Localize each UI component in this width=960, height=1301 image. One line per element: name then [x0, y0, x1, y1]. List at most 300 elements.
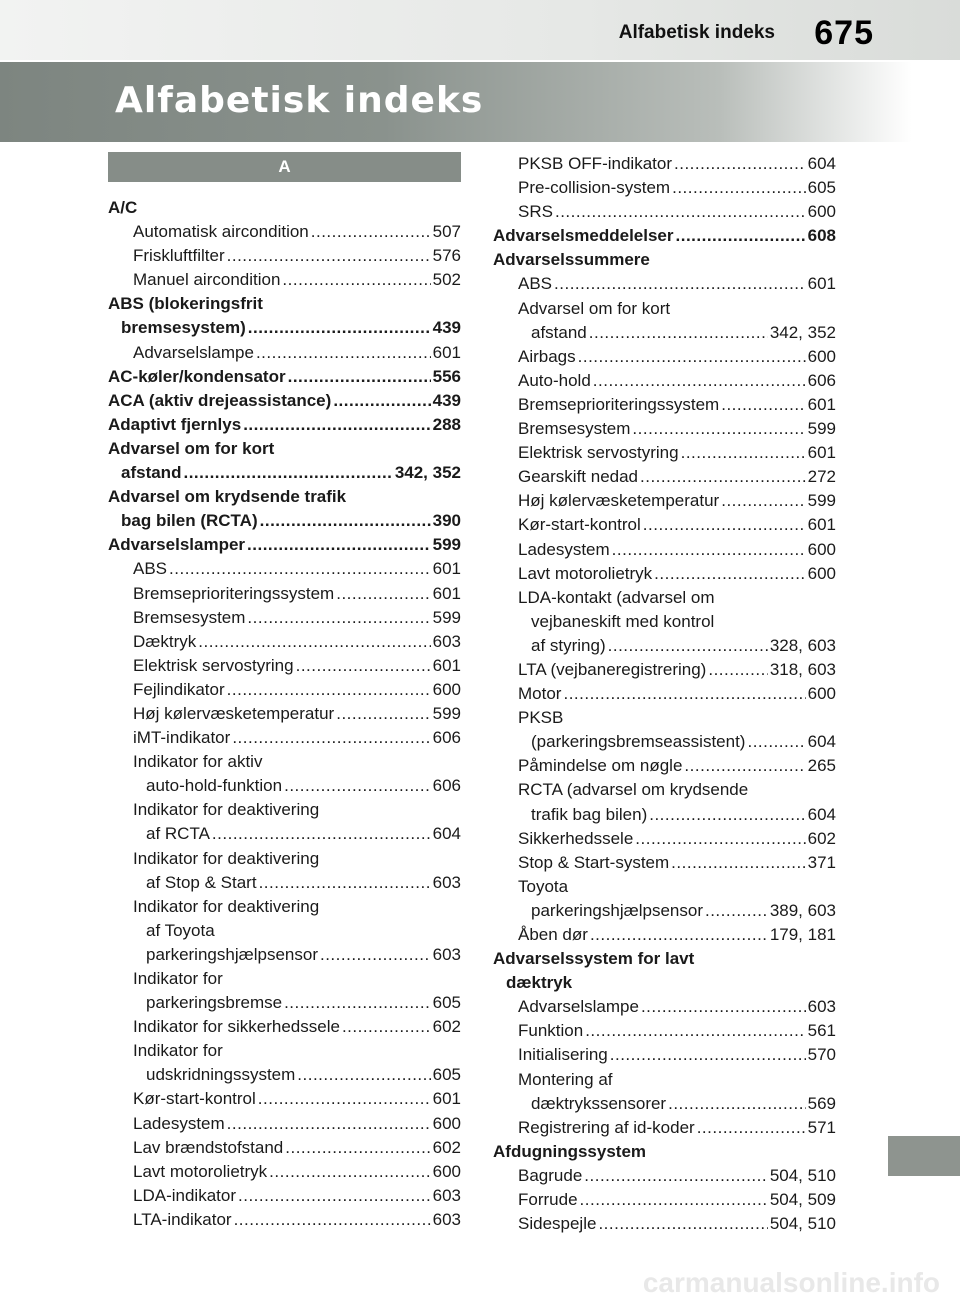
dot-leader	[676, 224, 806, 248]
dot-leader	[232, 726, 430, 750]
index-entry	[108, 702, 461, 726]
section-letter-header: A	[108, 152, 461, 182]
index-entry	[493, 610, 836, 634]
index-entry-term: Indikator for deaktivering	[133, 896, 320, 916]
index-entry-term: Kør-start-kontrol	[518, 515, 641, 535]
index-entry	[493, 538, 836, 562]
index-entry	[108, 316, 461, 340]
index-entry-page: 342, 352	[394, 463, 461, 483]
index-entry-term: Manuel aircondition	[133, 270, 281, 290]
index-entry-term: Ladesystem	[518, 539, 610, 559]
index-entry-page: 288	[432, 414, 461, 434]
dot-leader	[311, 220, 431, 244]
index-entry-page: 602	[432, 1137, 461, 1157]
index-entry-page: 605	[807, 178, 836, 198]
index-entry	[108, 509, 461, 533]
index-entry-term: afstand	[121, 463, 182, 483]
index-entry-page: 606	[432, 728, 461, 748]
index-entry-page: 272	[807, 467, 836, 487]
index-entry-term: ABS (blokeringsfrit	[108, 294, 263, 314]
index-entry-page: 601	[432, 1089, 461, 1109]
index-list-left	[108, 196, 461, 1232]
index-entry-page: 318, 603	[769, 659, 836, 679]
index-entry	[493, 1188, 836, 1212]
index-entry-term: Lav brændstofstand	[133, 1137, 284, 1157]
dot-leader	[258, 1087, 431, 1111]
index-entry-page: 601	[432, 583, 461, 603]
index-entry-term: af Toyota	[146, 920, 215, 940]
index-entry-term: af RCTA	[146, 824, 210, 844]
index-entry	[493, 272, 836, 296]
index-entry-term: Bremsesystem	[133, 607, 246, 627]
index-entry-term: Indikator for	[133, 1041, 223, 1061]
index-entry	[108, 220, 461, 244]
index-entry-term: RCTA (advarsel om krydsende	[518, 780, 749, 800]
index-entry-term: Indikator for	[133, 969, 223, 988]
index-entry-term: Elektrisk servostyring	[133, 655, 294, 675]
index-entry-page: 507	[432, 222, 461, 242]
dot-leader	[234, 1208, 431, 1232]
index-entry	[108, 1112, 461, 1136]
index-entry-term: LTA-indikator	[133, 1209, 232, 1229]
index-entry-page: 601	[807, 443, 836, 463]
index-entry-term: udskridningssystem	[146, 1065, 296, 1085]
index-entry-page: 608	[807, 226, 836, 246]
index-entry-page: 599	[432, 535, 461, 555]
index-entry-term: A/C	[108, 198, 138, 217]
index-entry	[108, 244, 461, 268]
index-entry-term: Åben dør	[518, 925, 588, 944]
index-entry-term: PKSB	[518, 708, 564, 728]
dot-leader	[610, 1043, 806, 1067]
index-entry	[493, 1212, 836, 1236]
index-entry-term: Gearskift nedad	[518, 467, 639, 487]
dot-leader	[747, 730, 805, 754]
dot-leader	[563, 682, 805, 706]
index-entry	[108, 268, 461, 292]
dot-leader	[554, 272, 806, 296]
index-entry	[108, 1063, 461, 1087]
index-column-right	[493, 152, 836, 1236]
index-entry-term: AC-køler/kondensator	[108, 366, 286, 386]
index-entry	[493, 586, 836, 610]
dot-leader	[227, 678, 431, 702]
index-entry-term: Advarselslampe	[133, 342, 254, 362]
dot-leader	[672, 176, 806, 200]
dot-leader	[333, 389, 430, 413]
dot-leader	[336, 702, 430, 726]
dot-leader	[336, 582, 430, 606]
running-header-title: Alfabetisk indeks	[618, 22, 775, 43]
index-entry-term: parkeringshjælpsensor	[531, 900, 703, 920]
dot-leader	[708, 658, 767, 682]
index-entry-term: dæktrykssensorer	[531, 1093, 667, 1113]
dot-leader	[590, 923, 768, 947]
index-entry-term: ABS	[518, 274, 553, 294]
index-entry-page: 600	[807, 684, 836, 704]
index-entry-term: Høj kølervæsketemperatur	[133, 703, 335, 723]
index-entry	[493, 754, 836, 778]
index-entry-page: 599	[807, 419, 836, 439]
watermark: carmanualsonline.info	[642, 1267, 940, 1298]
index-entry	[493, 176, 836, 200]
index-entry	[108, 413, 461, 437]
index-list-right	[493, 152, 836, 1236]
index-entry	[493, 345, 836, 369]
dot-leader	[320, 943, 431, 967]
index-entry-page: 603	[432, 944, 461, 964]
index-entry-page: 603	[807, 997, 836, 1017]
index-entry	[493, 441, 836, 465]
index-entry-term: Bagrude	[518, 1165, 583, 1185]
index-entry	[108, 1039, 461, 1063]
index-entry-term: Auto-hold	[518, 370, 591, 390]
index-entry-term: Advarselssystem for lavt	[493, 949, 695, 969]
index-entry	[493, 1019, 836, 1043]
index-entry-term: dæktryk	[506, 973, 573, 993]
index-entry	[108, 871, 461, 895]
index-entry	[493, 947, 836, 971]
index-entry	[108, 654, 461, 678]
index-banner	[0, 62, 960, 142]
dot-leader	[640, 465, 806, 489]
index-entry-term: Automatisk aircondition	[133, 222, 309, 242]
index-entry-page: 604	[432, 824, 461, 844]
dot-leader	[259, 871, 431, 895]
index-entry	[108, 1015, 461, 1039]
index-entry-term: Registrering af id-koder	[518, 1117, 695, 1137]
index-entry-term: af Stop & Start	[146, 872, 257, 892]
index-entry-term: vejbaneskift med kontrol	[531, 611, 715, 631]
index-entry-term: iMT-indikator	[133, 728, 231, 748]
index-entry-page: 601	[807, 394, 836, 414]
index-entry-term: Kør-start-kontrol	[133, 1089, 256, 1109]
index-entry	[493, 321, 836, 345]
index-entry-term: Indikator for deaktivering	[133, 848, 320, 868]
dot-leader	[284, 774, 431, 798]
index-entry	[108, 750, 461, 774]
index-entry-term: parkeringshjælpsensor	[146, 944, 318, 964]
index-entry	[493, 562, 836, 586]
index-entry	[108, 196, 461, 220]
index-entry-term: Sidespejle	[518, 1214, 597, 1234]
index-entry-term: Friskluftfilter	[133, 246, 225, 266]
index-entry	[108, 895, 461, 919]
index-entry-page: 439	[432, 318, 461, 338]
index-entry-page: 389, 603	[769, 900, 836, 920]
index-entry-term: Advarsel om for kort	[518, 298, 671, 318]
index-entry-page: 342, 352	[769, 322, 836, 342]
index-entry-term: ABS	[133, 559, 168, 579]
index-entry	[108, 991, 461, 1015]
index-entry-term: Forrude	[518, 1190, 578, 1210]
dot-leader	[285, 1136, 430, 1160]
index-entry-page: 179, 181	[769, 925, 836, 944]
index-entry-term: Indikator for aktiv	[133, 752, 263, 772]
index-entry	[493, 803, 836, 827]
index-entry-term: Dæktryk	[133, 631, 197, 651]
index-entry-page: 605	[432, 993, 461, 1013]
index-entry-term: Advarselssummere	[493, 250, 650, 270]
index-entry-page: 600	[807, 346, 836, 366]
index-entry-term: Sikkerhedssele	[518, 828, 634, 848]
index-entry	[108, 798, 461, 822]
index-entry	[493, 465, 836, 489]
index-entry-page: 601	[432, 342, 461, 362]
index-entry-page: 600	[807, 563, 836, 583]
index-entry-term: Pre-collision-system	[518, 178, 671, 198]
index-entry	[493, 1140, 836, 1164]
dot-leader	[635, 827, 805, 851]
index-entry-page: 604	[807, 154, 836, 173]
dot-leader	[183, 461, 392, 485]
index-entry-page: 599	[432, 703, 461, 723]
index-entry-page: 504, 510	[769, 1214, 836, 1234]
dot-leader	[589, 321, 768, 345]
dot-leader	[632, 417, 805, 441]
index-entry-term: bag bilen (RCTA)	[121, 511, 258, 531]
index-entry-term: Adaptivt fjernlys	[108, 414, 242, 434]
index-entry-page: 604	[807, 732, 836, 752]
index-entry	[493, 682, 836, 706]
index-entry-page: 603	[432, 1209, 461, 1229]
dot-leader	[671, 851, 805, 875]
index-entry	[108, 678, 461, 702]
index-entry-page: 576	[432, 246, 461, 266]
index-entry-term: Stop & Start-system	[518, 852, 670, 872]
index-entry-term: ACA (aktiv drejeassistance)	[108, 390, 332, 410]
dot-leader	[721, 489, 805, 513]
dot-leader	[342, 1015, 431, 1039]
index-entry	[493, 369, 836, 393]
index-entry	[493, 827, 836, 851]
index-entry-term: Indikator for sikkerhedssele	[133, 1017, 340, 1037]
index-entry-page: 603	[432, 872, 461, 892]
dot-leader	[296, 654, 431, 678]
index-entry-page: 502	[432, 270, 461, 290]
index-entry-page: 265	[807, 756, 836, 776]
index-entry-term: Bremseprioriteringssystem	[518, 394, 720, 414]
index-entry-page: 601	[807, 515, 836, 535]
dot-leader	[256, 341, 431, 365]
index-entry-page: 600	[432, 1113, 461, 1133]
index-entry	[493, 778, 836, 802]
dot-leader	[705, 899, 768, 923]
dot-leader	[612, 538, 806, 562]
index-entry	[493, 851, 836, 875]
index-entry-term: trafik bag bilen)	[531, 804, 648, 824]
dot-leader	[212, 822, 431, 846]
index-entry-term: Høj kølervæsketemperatur	[518, 491, 720, 511]
index-entry	[493, 875, 836, 899]
index-entry-page: 569	[807, 1093, 836, 1113]
index-entry-term: Advarsel om krydsende trafik	[108, 487, 347, 507]
dot-leader	[247, 533, 431, 557]
index-entry-term: Toyota	[518, 876, 569, 896]
index-entry	[493, 200, 836, 224]
index-entry-term: Bremseprioriteringssystem	[133, 583, 335, 603]
dot-leader	[593, 369, 806, 393]
index-entry-page: 504, 510	[769, 1165, 836, 1185]
dot-leader	[555, 200, 806, 224]
index-entry-page: 599	[807, 491, 836, 511]
index-entry	[493, 1116, 836, 1140]
index-entry	[493, 899, 836, 923]
dot-leader	[721, 393, 805, 417]
index-entry-term: (parkeringsbremseassistent)	[531, 732, 746, 752]
dot-leader	[260, 509, 431, 533]
dot-leader	[297, 1063, 430, 1087]
index-entry	[493, 248, 836, 272]
index-entry-page: 556	[432, 366, 461, 386]
index-entry-term: Lavt motorolietryk	[518, 563, 653, 583]
index-entry	[108, 557, 461, 581]
dot-leader	[247, 606, 430, 630]
index-entry-term: PKSB OFF-indikator	[518, 154, 672, 173]
index-entry-term: Advarselslampe	[518, 997, 639, 1017]
index-entry	[108, 822, 461, 846]
index-entry-term: Advarselslamper	[108, 535, 246, 555]
index-entry	[493, 634, 836, 658]
index-entry-term: Advarselsmeddelelser	[493, 226, 674, 246]
index-entry-page: 561	[807, 1021, 836, 1041]
page-number: 675	[814, 14, 874, 52]
index-entry	[493, 995, 836, 1019]
index-entry-page: 571	[807, 1117, 836, 1137]
index-entry-page: 601	[432, 655, 461, 675]
dot-leader	[198, 630, 430, 654]
index-entry	[493, 393, 836, 417]
index-entry-term: bremsesystem)	[121, 318, 246, 338]
index-entry	[493, 1068, 836, 1092]
index-entry-page: 606	[432, 776, 461, 796]
index-entry-page: 601	[807, 274, 836, 294]
index-entry-term: Bremsesystem	[518, 419, 631, 439]
index-entry	[493, 1092, 836, 1116]
index-entry	[108, 365, 461, 389]
index-entry	[108, 967, 461, 991]
index-entry	[108, 606, 461, 630]
index-entry-page: 570	[807, 1045, 836, 1065]
index-entry-page: 603	[432, 631, 461, 651]
index-entry-page: 390	[432, 511, 461, 531]
index-entry-term: LDA-indikator	[133, 1185, 236, 1205]
index-entry-page: 603	[432, 1185, 461, 1205]
dot-leader	[674, 152, 806, 176]
index-entry	[493, 152, 836, 176]
dot-leader	[284, 991, 431, 1015]
index-entry-page: 601	[432, 559, 461, 579]
index-entry-term: Advarsel om for kort	[108, 438, 275, 458]
index-entry	[493, 489, 836, 513]
index-entry-page: 371	[807, 852, 836, 872]
index-entry-page: 600	[432, 679, 461, 699]
index-entry	[108, 341, 461, 365]
index-entry-page: 602	[807, 828, 836, 848]
index-entry	[108, 533, 461, 557]
chapter-tab	[888, 1136, 960, 1176]
index-entry-term: af styring)	[531, 635, 606, 655]
index-entry-page: 600	[432, 1161, 461, 1181]
index-entry-term: afstand	[531, 322, 587, 342]
index-entry	[493, 730, 836, 754]
index-entry	[108, 726, 461, 750]
dot-leader	[584, 1164, 768, 1188]
dot-leader	[227, 1112, 431, 1136]
index-entry	[493, 513, 836, 537]
index-entry	[493, 706, 836, 730]
dot-leader	[169, 557, 431, 581]
dot-leader	[288, 365, 431, 389]
index-entry	[108, 1136, 461, 1160]
index-column-left	[108, 152, 461, 1232]
index-entry	[493, 1164, 836, 1188]
dot-leader	[654, 562, 805, 586]
index-entry-term: SRS	[518, 202, 553, 222]
index-entry	[108, 461, 461, 485]
index-entry-page: 604	[807, 804, 836, 824]
dot-leader	[668, 1092, 806, 1116]
dot-leader	[697, 1116, 806, 1140]
index-entry-term: Funktion	[518, 1021, 584, 1041]
index-entry-term: Lavt motorolietryk	[133, 1161, 268, 1181]
banner-title: Alfabetisk indeks	[115, 80, 484, 121]
dot-leader	[580, 1188, 768, 1212]
index-entry	[108, 437, 461, 461]
index-entry	[493, 1043, 836, 1067]
dot-leader	[684, 754, 805, 778]
index-entry	[108, 919, 461, 943]
dot-leader	[608, 634, 768, 658]
index-entry	[108, 774, 461, 798]
index-entry-term: Påmindelse om nøgle	[518, 756, 683, 776]
index-entry	[108, 292, 461, 316]
index-entry	[493, 971, 836, 995]
index-entry	[108, 943, 461, 967]
dot-leader	[243, 413, 430, 437]
dot-leader	[282, 268, 430, 292]
index-entry-page: 328, 603	[769, 635, 836, 655]
index-entry-term: LTA (vejbaneregistrering)	[518, 659, 707, 679]
index-entry-term: Motor	[518, 684, 562, 704]
index-entry-term: Indikator for deaktivering	[133, 800, 320, 820]
index-entry	[493, 658, 836, 682]
index-entry	[108, 485, 461, 509]
index-entry-page: 439	[432, 390, 461, 410]
index-entry-term: LDA-kontakt (advarsel om	[518, 587, 715, 607]
index-entry-term: Elektrisk servostyring	[518, 443, 679, 463]
index-entry-page: 599	[432, 607, 461, 627]
index-entry	[108, 1160, 461, 1184]
dot-leader	[681, 441, 806, 465]
index-entry	[108, 389, 461, 413]
index-entry-term: Initialisering	[518, 1045, 608, 1065]
index-entry-term: auto-hold-funktion	[146, 776, 283, 796]
index-entry-page: 605	[432, 1065, 461, 1085]
index-entry	[493, 224, 836, 248]
dot-leader	[238, 1184, 431, 1208]
index-entry	[493, 417, 836, 441]
index-entry-term: parkeringsbremse	[146, 993, 283, 1013]
index-entry	[108, 847, 461, 871]
index-entry-term: Fejlindikator	[133, 679, 225, 699]
dot-leader	[585, 1019, 805, 1043]
index-entry-page: 602	[432, 1017, 461, 1037]
dot-leader	[649, 803, 805, 827]
index-entry-page: 606	[807, 370, 836, 390]
index-entry-page: 600	[807, 539, 836, 559]
dot-leader	[643, 513, 806, 537]
